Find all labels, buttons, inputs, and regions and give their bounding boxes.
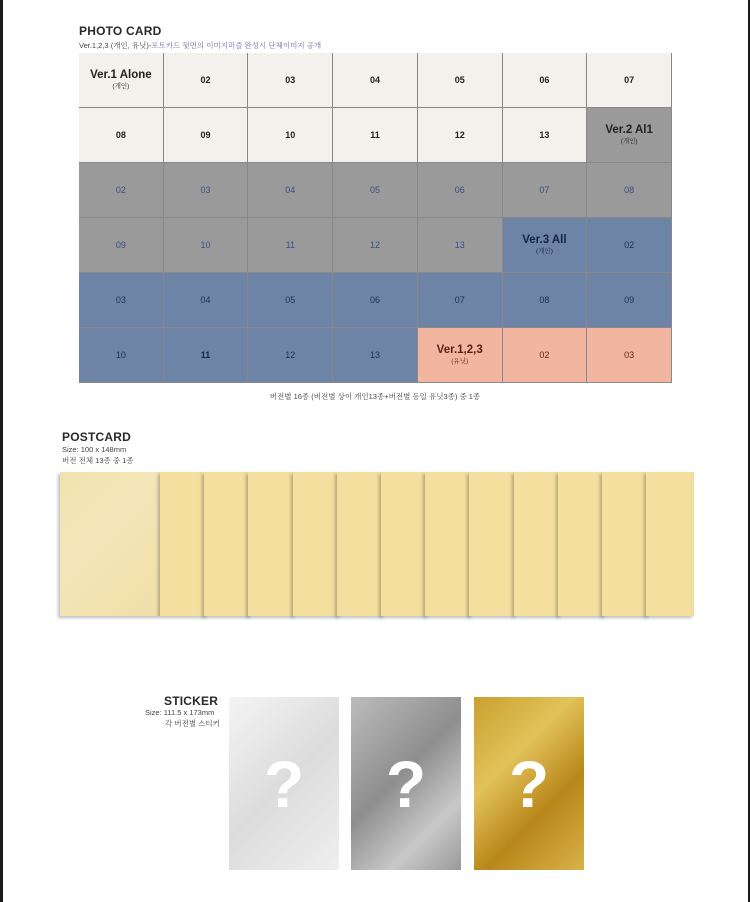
postcard-card xyxy=(160,472,208,616)
postcard-card xyxy=(602,472,650,616)
photo-card-cell-label: 11 xyxy=(285,240,295,250)
photo-card-cell xyxy=(79,108,164,163)
photo-card-note: 버전별 16종 (버전별 상이 개인13종+버전별 동일 유닛3종) 중 1종 xyxy=(269,392,481,401)
photo-card-cell-label: 04 xyxy=(200,295,211,305)
postcard-card xyxy=(514,472,562,616)
photo-card-cell xyxy=(248,53,333,108)
photo-card-cell-label: 08 xyxy=(115,130,126,140)
postcard-card xyxy=(646,472,694,616)
photo-card-cell xyxy=(333,108,418,163)
photo-card-cell-label: 03 xyxy=(115,295,126,305)
photo-card-cell-label: 12 xyxy=(369,240,380,250)
photo-card-version-cell xyxy=(418,328,503,383)
photo-card-cell-label: 07 xyxy=(624,75,635,85)
sticker-title: STICKER xyxy=(164,694,219,708)
photo-card-cell-label: 04 xyxy=(369,75,380,85)
sticker-white xyxy=(229,697,339,870)
photo-card-cell xyxy=(503,53,588,108)
photo-card-cell-label: 03 xyxy=(624,350,635,360)
photo-card-cell-label: 07 xyxy=(454,295,465,305)
photo-card-cell-label: 02 xyxy=(115,185,126,195)
photo-card-version-cell xyxy=(503,218,588,273)
postcard-desc: 버전 전체 13종 중 1종 xyxy=(62,456,134,465)
photo-card-cell-label: 05 xyxy=(369,185,380,195)
photo-card-cell-label: 10 xyxy=(285,130,296,140)
postcard-card xyxy=(248,472,296,616)
question-mark-icon: ? xyxy=(263,746,305,821)
photo-card-cell-sublabel: (개인) xyxy=(112,83,130,90)
photo-card-subtitle-prefix: Ver.1,2,3 (개인, 유닛)- xyxy=(79,41,152,50)
page-frame-left xyxy=(0,0,3,902)
postcard-card xyxy=(381,472,429,616)
photo-card-cell-label: 07 xyxy=(539,185,550,195)
sticker-size: Size: 111.5 x 173mm xyxy=(145,708,215,717)
photo-card-cell xyxy=(164,328,249,383)
photo-card-cell-label: Ver.1,2,3 xyxy=(436,344,483,356)
photo-card-cell xyxy=(164,163,249,218)
photo-card-cell-label: 08 xyxy=(624,185,635,195)
photo-card-cell xyxy=(333,163,418,218)
postcard-front xyxy=(60,472,160,616)
postcard-size: Size: 100 x 148mm xyxy=(62,445,127,454)
photo-card-subtitle-accent: 포토카드 뒷면의 이미지퍼즐 완성시 단체이미지 공개 xyxy=(151,41,322,50)
photo-card-cell-label: 06 xyxy=(539,75,550,85)
photo-card-cell-label: Ver.2 Al1 xyxy=(605,124,653,136)
photo-card-cell xyxy=(587,218,672,273)
question-mark-icon: ? xyxy=(385,746,427,821)
photo-card-version-cell xyxy=(79,53,164,108)
photo-card-cell xyxy=(79,273,164,328)
photo-card-cell-label: 09 xyxy=(115,240,126,250)
photo-card-cell xyxy=(503,108,588,163)
photo-card-cell-label: 12 xyxy=(285,350,296,360)
photo-card-cell xyxy=(248,108,333,163)
photo-card-cell xyxy=(333,328,418,383)
photo-card-cell-label: Ver.3 All xyxy=(522,234,567,246)
photo-card-cell xyxy=(333,218,418,273)
photo-card-cell-label: 11 xyxy=(200,350,211,360)
photo-card-cell-label: 13 xyxy=(454,240,465,250)
photo-card-cell xyxy=(503,273,588,328)
photo-card-cell-label: 03 xyxy=(285,75,296,85)
photo-card-cell-label: 02 xyxy=(624,240,635,250)
photo-card-cell-label: 13 xyxy=(369,350,380,360)
photo-card-cell-label: 03 xyxy=(200,185,211,195)
photo-card-cell-label: 06 xyxy=(454,185,465,195)
photo-card-cell-label: 02 xyxy=(200,75,211,85)
photo-card-cell-label: 09 xyxy=(624,295,635,305)
postcard-title: POSTCARD xyxy=(62,430,131,444)
photo-card-cell-label: 02 xyxy=(539,350,550,360)
photo-card-cell-label: 09 xyxy=(200,130,211,140)
photo-card-cell xyxy=(79,328,164,383)
photo-card-cell xyxy=(79,218,164,273)
photo-card-cell xyxy=(248,218,333,273)
photo-card-cell-sublabel: (개인) xyxy=(535,248,553,255)
postcard-card xyxy=(425,472,473,616)
photo-card-cell xyxy=(503,328,588,383)
sticker-silver xyxy=(351,697,461,870)
photo-card-cell xyxy=(587,328,672,383)
photo-card-cell xyxy=(164,108,249,163)
photo-card-cell xyxy=(164,218,249,273)
photo-card-cell xyxy=(418,163,503,218)
photo-card-cell xyxy=(333,273,418,328)
question-mark-icon: ? xyxy=(508,746,550,821)
postcard-card xyxy=(337,472,385,616)
postcard-card xyxy=(204,472,252,616)
photo-card-cell-label: 10 xyxy=(115,350,126,360)
photo-card-cell-label: 12 xyxy=(454,130,465,140)
photo-card-cell-label: 10 xyxy=(200,240,211,250)
photo-card-cell xyxy=(164,273,249,328)
photo-card-cell xyxy=(333,53,418,108)
photo-card-cell-sublabel: (개인) xyxy=(620,138,638,145)
postcard-card xyxy=(469,472,517,616)
photo-card-cell xyxy=(418,108,503,163)
photo-card-cell xyxy=(587,273,672,328)
photo-card-cell-label: 05 xyxy=(285,295,296,305)
photo-card-cell xyxy=(418,273,503,328)
photo-card-cell xyxy=(164,53,249,108)
photo-card-cell xyxy=(79,163,164,218)
photo-card-cell xyxy=(418,53,503,108)
photo-card-subtitle xyxy=(79,40,321,51)
postcard-card xyxy=(558,472,606,616)
photo-card-cell-label: 13 xyxy=(539,130,550,140)
sticker-desc: 각 버전별 스티커 xyxy=(165,719,220,728)
postcard-card xyxy=(293,472,341,616)
photo-card-grid xyxy=(79,53,672,383)
photo-card-title: PHOTO CARD xyxy=(79,24,162,38)
photo-card-cell-label: 05 xyxy=(454,75,465,85)
photo-card-cell-label: Ver.1 Alone xyxy=(90,69,152,81)
photo-card-version-cell xyxy=(587,108,672,163)
sticker-gold xyxy=(474,697,584,870)
photo-card-cell-label: 06 xyxy=(369,295,380,305)
photo-card-cell-label: 04 xyxy=(285,185,296,195)
photo-card-cell xyxy=(248,163,333,218)
photo-card-cell-label: 11 xyxy=(370,130,380,140)
photo-card-cell xyxy=(587,163,672,218)
photo-card-cell xyxy=(248,273,333,328)
photo-card-cell xyxy=(503,163,588,218)
photo-card-cell-sublabel: (유닛) xyxy=(451,358,469,365)
photo-card-cell-label: 08 xyxy=(539,295,550,305)
photo-card-cell xyxy=(587,53,672,108)
photo-card-cell xyxy=(248,328,333,383)
photo-card-cell xyxy=(418,218,503,273)
